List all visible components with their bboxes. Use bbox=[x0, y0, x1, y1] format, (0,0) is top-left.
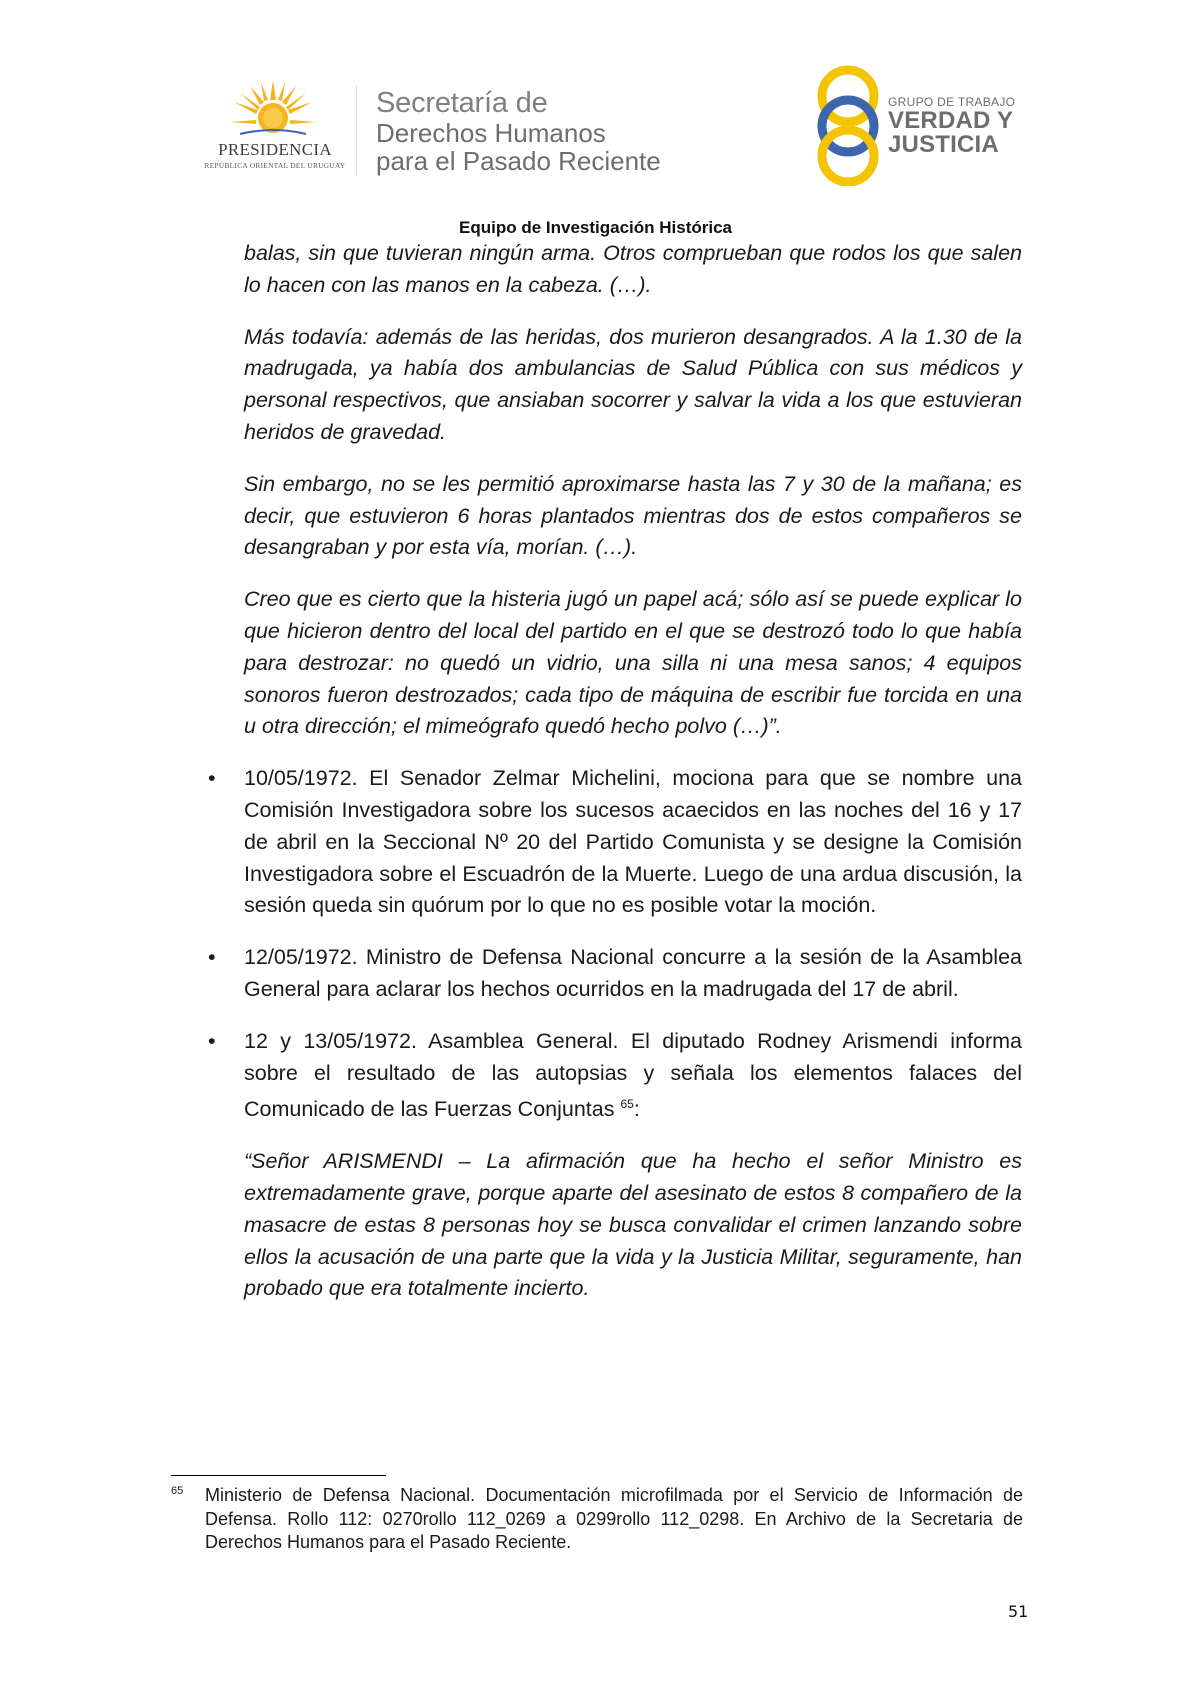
grupo-line1: GRUPO DE TRABAJO bbox=[888, 95, 1016, 109]
footnote-text: Ministerio de Defensa Nacional. Documentación microfilmada por el Servicio de Información de Defensa. Rollo 112: 0270rollo 112_0269 a 0299rollo 112_0298. En Archivo de la Secretaria de Derechos Humanos para el Pasado Reciente. bbox=[205, 1485, 1023, 1552]
grupo-line2: VERDAD Y bbox=[888, 107, 1014, 134]
bullet-text-2: 12/05/1972. Ministro de Defensa Nacional concurre a la sesión de la Asamblea General para aclarar los hechos ocurridos en la madrugada del 17 de abril. bbox=[244, 945, 1022, 1001]
secretaria-line1: Secretaría de bbox=[376, 87, 548, 119]
bullet-item-2 bbox=[208, 942, 1022, 1006]
bullet-text-3: 12 y 13/05/1972. Asamblea General. El diputado Rodney Arismendi informa sobre el resultado de las autopsias y señala los elementos falaces del Comunicado de las Fuerzas Conjuntas bbox=[244, 1028, 1022, 1122]
presidencia-logo bbox=[195, 78, 355, 178]
footnote-separator bbox=[171, 1475, 386, 1476]
bullet-text-1: 10/05/1972. El Senador Zelmar Michelini, mociona para que se nombre una Comisión Investigadora sobre los sucesos acaecidos en las noches del 16 y 17 de abril en la Seccional Nº 20 del Partido Comunista y se designe la Comisión Investigadora sobre el Escuadrón de la Muerte. Luego de una ardua discusión, la sesión queda sin quórum por lo que no es posible votar la moción. bbox=[244, 766, 1022, 918]
secretaria-logo-text bbox=[376, 88, 661, 175]
grupo-line3: JUSTICIA bbox=[888, 131, 999, 158]
sun-emblem-icon bbox=[230, 78, 316, 140]
quote-paragraph-1: balas, sin que tuvieran ningún arma. Otros comprueban que rodos los que salen lo hacen con las manos en la cabeza. (…). bbox=[244, 241, 1022, 297]
quote-paragraph-4: Creo que es cierto que la histeria jugó un papel acá; sólo así se puede explicar lo que hicieron dentro del local del partido en el que se destrozó todo lo que había para destrozar: no quedó un vidrio, una silla ni una mesa sanos; 4 equipos sonoros fueron destrozados; cada tipo de máquina de escribir fue torcida en una u otra dirección; el mimeógrafo quedó hecho polvo (…)”. bbox=[244, 587, 1022, 739]
quote-paragraph-3: Sin embargo, no se les permitió aproximarse hasta las 7 y 30 de la mañana; es decir, que estuvieron 6 horas plantados mientras dos de estos compañeros se desangraban y por esta vía, morían. (…). bbox=[244, 471, 1022, 560]
secretaria-line2: Derechos Humanos bbox=[376, 118, 606, 148]
quote-paragraph-5: “Señor ARISMENDI – La afirmación que ha hecho el señor Ministro es extremadamente grave, porque aparte del asesinato de estos 8 compañero de la masacre de estas 8 personas hoy se busca convalidar el crimen lanzando sobre ellos la acusación de una parte que la vida y la Justicia Militar, seguramente, han probado que era totalmente incierto. bbox=[244, 1149, 1022, 1301]
footnote bbox=[171, 1484, 1023, 1555]
equipo-heading: Equipo de Investigación Histórica bbox=[459, 218, 732, 237]
quote-paragraph-2: Más todavía: además de las heridas, dos murieron desangrados. A la 1.30 de la madrugada, ya había dos ambulancias de Salud Pública con sus médicos y personal respectivos, que ansiaban socorrer y salvar la vida a los que estuvieran heridos de gravedad. bbox=[244, 324, 1022, 444]
document-body bbox=[208, 238, 1022, 1325]
presidencia-subtitle: REPÚBLICA ORIENTAL DEL URUGUAY bbox=[204, 162, 346, 170]
header-divider bbox=[356, 86, 357, 176]
bullet-text-3-end: : bbox=[633, 1097, 640, 1122]
bullet-marker: • bbox=[208, 1028, 216, 1053]
footnote-reference[interactable]: 65 bbox=[620, 1097, 634, 1112]
bullet-item-1 bbox=[208, 763, 1022, 922]
footnote-number: 65 bbox=[171, 1485, 184, 1497]
bullet-marker: • bbox=[208, 945, 216, 970]
bullet-marker: • bbox=[208, 766, 216, 791]
page-number: 51 bbox=[1008, 1602, 1029, 1621]
page-header bbox=[0, 0, 1191, 237]
grupo-trabajo-text bbox=[888, 95, 1015, 157]
secretaria-line3: para el Pasado Reciente bbox=[376, 146, 661, 176]
bullet-item-3 bbox=[208, 1026, 1022, 1126]
presidencia-title: PRESIDENCIA bbox=[218, 140, 332, 159]
